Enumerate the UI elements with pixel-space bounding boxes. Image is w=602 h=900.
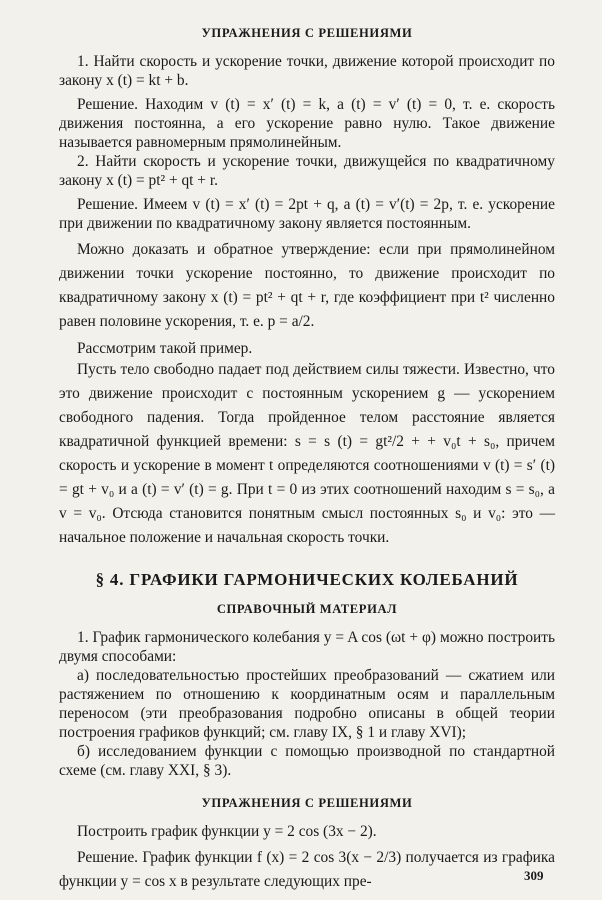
example-intro: Рассмотрим такой пример. (77, 340, 253, 357)
free-fall-paragraph: Пусть тело свободно падает под действием силы тяжести. Известно, что это движение происходит с постоянным ускорением g — ускорением свободного падения. Тогда пройденное телом расстояние является квадратичной функцией времени: s = s (t) = gt²/2 + + v₀t + s₀, причем скорость и ускорение в момент t определяются соотношениями v (t) = s′ (t) = gt + v₀ и a (t) = v′ (t) = g. При t = 0 из этих соотношений находим s = s₀, a v = v₀. Отсюда становится понятным смысл постоянных s₀ и v₀: это — начальное положение и начальная скорость точки. (59, 361, 555, 546)
exercise-2-solution: Решение. Имеем v (t) = x′ (t) = 2pt + q, a (t) = v′(t) = 2p, т. е. ускорение при движении по квадратичному закону является постоянным. (59, 196, 555, 232)
reference-heading: СПРАВОЧНЫЙ МАТЕРИАЛ (216, 602, 398, 616)
exercise-1-statement: 1. Найти скорость и ускорение точки, движение которой происходит по закону x (t) = kt + b. (59, 53, 555, 89)
exercise-1-solution: Решение. Находим v (t) = x′ (t) = k, a (t) = v′ (t) = 0, т. е. скорость движения постоянна, а его ускорение равно нулю. Такое движение называется равномерным прямолинейным. (59, 96, 555, 151)
method-a: а) последовательностью простейших преобразований — сжатием или растяжением по отношению к координатным осям и параллельным переносом (эти преобразования подробно описаны в общей теории построения графиков функций; см. главу IX, § 1 и главу XVI); (59, 667, 555, 741)
exercises-heading: УПРАЖНЕНИЯ С РЕШЕНИЯМИ (201, 26, 413, 40)
exercise-task: Построить график функции y = 2 cos (3x − 2). (77, 823, 377, 840)
page-body (59, 24, 555, 894)
section-title: § 4. ГРАФИКИ ГАРМОНИЧЕСКИХ КОЛЕБАНИЙ (95, 570, 519, 589)
converse-statement: Можно доказать и обратное утверждение: если при прямолинейном движении точки ускорение постоянно, то движение происходит по квадратичному закону x (t) = pt² + qt + r, где коэффициент при t² численно равен половине ускорения, т. е. p = a/2. (59, 241, 555, 330)
exercise-2-statement: 2. Найти скорость и ускорение точки, движущейся по квадратичному закону x (t) = pt² + qt + r. (59, 153, 555, 189)
exercise-task-solution: Решение. График функции f (x) = 2 cos 3(x − 2/3) получается из графика функции y = cos x в результате следующих пре- (59, 849, 555, 890)
method-b: б) исследованием функции с помощью производной по стандартной схеме (см. главу XXI, § 3). (59, 743, 555, 779)
page-number: 309 (524, 868, 544, 883)
harmonic-graph-intro: 1. График гармонического колебания y = A cos (ωt + φ) можно построить двумя способами: (59, 629, 555, 665)
exercises-heading-2: УПРАЖНЕНИЯ С РЕШЕНИЯМИ (201, 796, 413, 810)
